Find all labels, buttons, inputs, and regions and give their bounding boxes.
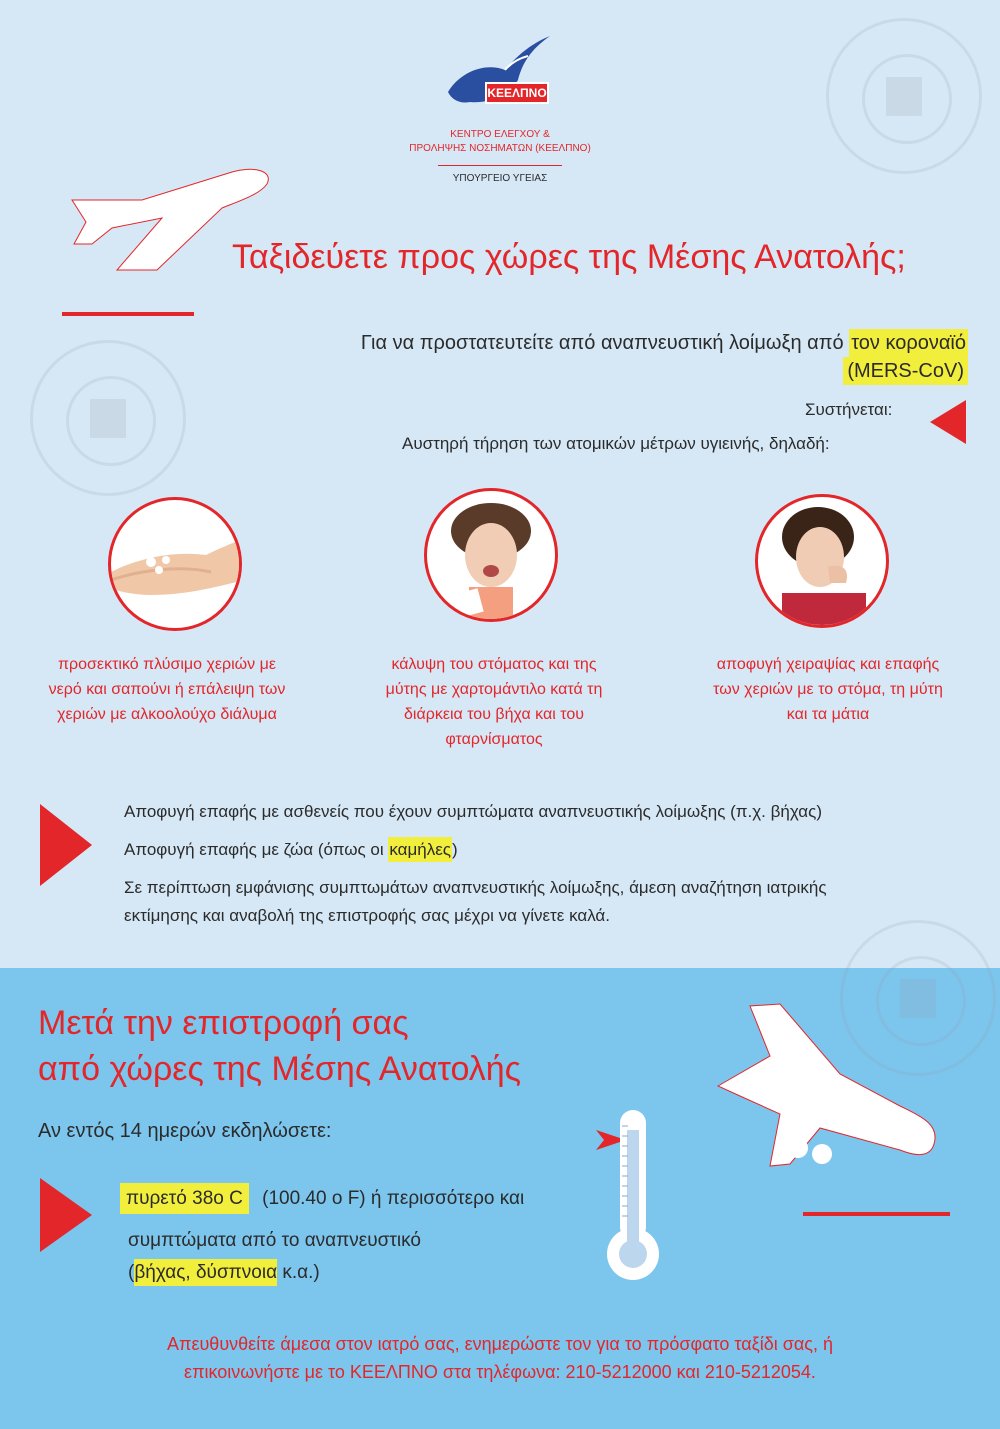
contact-line1: Απευθυνθείτε άμεσα στον ιατρό σας, ενημερώστε τον για το πρόσφατο ταξίδι σας, ή (167, 1334, 833, 1354)
measure-caption-3: αποφυγή χειραψίας και επαφής των χεριών με το στόμα, τη μύτη και τα μάτια (713, 656, 943, 723)
intro-line1 (361, 332, 968, 355)
brand-badge: ΚΕΕΛΠΝΟ (485, 82, 549, 104)
intro-line2 (843, 360, 968, 383)
sneeze-icon (424, 488, 558, 622)
hygiene-label: Αυστηρή τήρηση των ατομικών μέτρων υγιεινής, δηλαδή: (402, 434, 830, 453)
virus-name-highlight: (MERS-CoV) (843, 357, 968, 385)
red-underline (62, 312, 194, 316)
triangle-left-icon (928, 398, 968, 446)
symptoms-close: κ.α.) (277, 1262, 320, 1283)
logo-line1: ΚΕΝΤΡΟ ΕΛΕΓΧΟΥ & (450, 129, 550, 140)
logo-line2: ΠΡΟΛΗΨΗΣ ΝΟΣΗΜΑΤΩΝ (ΚΕΕΛΠΝΟ) (409, 143, 591, 154)
advice-item-3-line2: εκτίμησης και αναβολή της επιστροφής σας μέχρι να γίνετε καλά. (124, 906, 610, 925)
thermometer-icon (596, 1106, 666, 1286)
handwashing-icon (108, 497, 242, 631)
logo-divider (438, 165, 562, 166)
watermark-stamp-icon (30, 340, 186, 496)
advice-item-2-close: ) (452, 840, 458, 859)
triangle-right-icon (38, 1176, 94, 1254)
fever-highlight: πυρετό 38ο C (120, 1183, 249, 1214)
symptoms-line-2 (128, 1262, 320, 1284)
logo (390, 32, 610, 202)
fever-rest: (100.40 ο F) ή περισσότερο και (262, 1188, 525, 1209)
camels-highlight: καμήλες (388, 837, 452, 862)
symptoms-highlight: βήχας, δύσπνοια (134, 1259, 277, 1286)
return-title-line2: από χώρες της Μέσης Ανατολής (38, 1050, 522, 1088)
measure-caption-1: προσεκτικό πλύσιμο χεριών με νερό και σαπούνι ή επάλειψη των χεριών με αλκοολούχο διάλυμα (48, 656, 286, 723)
measure-caption-2: κάλυψη του στόματος και της μύτης με χαρτομάντιλο κατά τη διάρκεια του βήχα και του φταρνίσματος (385, 656, 603, 748)
advice-item-3-line1: Σε περίπτωση εμφάνισης συμπτωμάτων αναπνευστικής λοίμωξης, άμεση αναζήτηση ιατρικής (124, 878, 827, 897)
airplane-landing-icon (710, 996, 950, 1176)
advice-item-1: Αποφυγή επαφής με ασθενείς που έχουν συμπτώματα αναπνευστικής λοίμωξης (π.χ. βήχας) (124, 802, 822, 821)
intro-highlight: τον κοροναϊό (849, 329, 968, 357)
face-touch-icon (755, 494, 889, 628)
page-title: Ταξιδεύετε προς χώρες της Μέσης Ανατολής; (232, 238, 906, 276)
watermark-stamp-icon (826, 18, 982, 174)
contact-line2: επικοινωνήστε με το ΚΕΕΛΠΝΟ στα τηλέφωνα: 210-5212000 και 210-5212054. (184, 1362, 816, 1382)
triangle-right-icon (38, 802, 94, 888)
symptoms-open: ( (128, 1262, 135, 1283)
advice-item-2-text: Αποφυγή επαφής με ζώα (όπως οι (124, 840, 389, 859)
red-underline-2 (803, 1212, 950, 1216)
return-title-line1: Μετά την επιστροφή σας (38, 1004, 409, 1042)
fever-line (120, 1188, 524, 1210)
symptoms-line: συμπτώματα από το αναπνευστικό (128, 1230, 421, 1251)
return-condition: Αν εντός 14 ημερών εκδηλώσετε: (38, 1120, 332, 1142)
recommended-label: Συστήνεται: (805, 400, 893, 419)
intro-text: Για να προστατευτείτε από αναπνευστική λοίμωξη από (360, 332, 850, 354)
logo-ministry: ΥΠΟΥΡΓΕΙΟ ΥΓΕΙΑΣ (452, 173, 548, 184)
advice-item-2 (124, 840, 458, 860)
